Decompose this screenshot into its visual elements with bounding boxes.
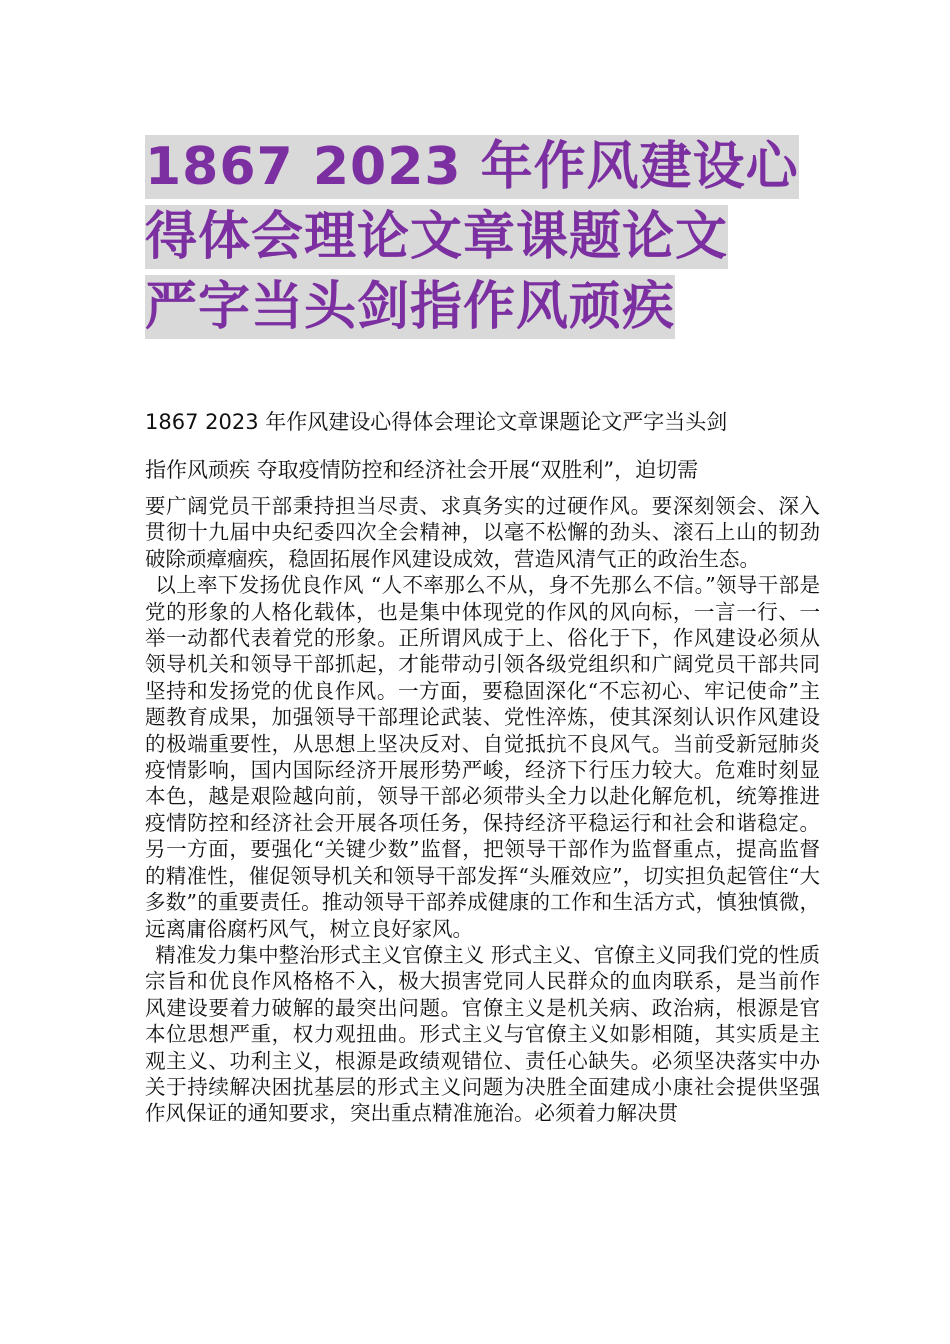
title-line-2: 得体会理论文章课题论文 (145, 207, 729, 267)
title-line-3: 严字当头剑指作风顽疾 (145, 277, 676, 337)
paragraph-2: 以上率下发扬优良作风 “人不率那么不从，身不先那么不信。”领导干部是党的形象的人格化载体，也是集中体现党的作风的风向标，一言一行、一举一动都代表着党的形象。正所谓风成于上、俗化于下，作风建设必须从领导机关和领导干部抓起，才能带动引领各级党组织和广阔党员干部共同坚持和发扬党的优良作风。一方面，要稳固深化“不忘初心、牢记使命”主题教育成果，加强领导干部理论武装、党性淬炼，使其深刻认识作风建设的极端重要性，从思想上坚决反对、自觉抵抗不良风气。当前受新冠肺炎疫情影响，国内国际经济开展形势严峻，经济下行压力较大。危难时刻显本色，越是艰险越向前，领导干部必须带头全力以赴化解危机，统筹推进疫情防控和经济社会开展各项任务，保持经济平稳运行和社会和谐稳定。另一方面，要强化“关键少数”监督，把领导干部作为监督重点，提高监督的精准性，催促领导机关和领导干部发挥“头雁效应”，切实担负起管住“大多数”的重要责任。推动领导干部养成健康的工作和生活方式，慎独慎微，远离庸俗腐朽风气，树立良好家风。 (145, 573, 820, 941)
paragraph-1: 要广阔党员干部秉持担当尽责、求真务实的过硬作风。要深刻领会、深入贯彻十九届中央纪委四次全会精神，以毫不松懈的劲头、滚石上山的韧劲破除顽瘴痼疾，稳固拓展作风建设成效，营造风清气正的政治生态。 (145, 494, 820, 571)
document-subtitle: 1867 2023 年作风建设心得体会理论文章课题论文严字当头剑 (145, 410, 728, 434)
document-title (145, 132, 815, 342)
paragraph-3: 精准发力集中整治形式主义官僚主义 形式主义、官僚主义同我们党的性质宗旨和优良作风格格不入，极大损害党同人民群众的血肉联系，是当前作风建设要着力破解的最突出问题。官僚主义是机关病、政治病，根源是官本位思想严重，权力观扭曲。形式主义与官僚主义如影相随，其实质是主观主义、功利主义，根源是政绩观错位、责任心缺失。必须坚决落实中办关于持续解决困扰基层的形式主义问题为决胜全面建成小康社会提供坚强作风保证的通知要求，突出重点精准施治。必须着力解决贯 (145, 942, 820, 1126)
body-text (145, 493, 820, 1127)
title-line-1: 1867 2023 年作风建设心 (145, 137, 799, 197)
lead-line: 指作风顽疾 夺取疫情防控和经济社会开展“双胜利”，迫切需 (145, 458, 699, 482)
